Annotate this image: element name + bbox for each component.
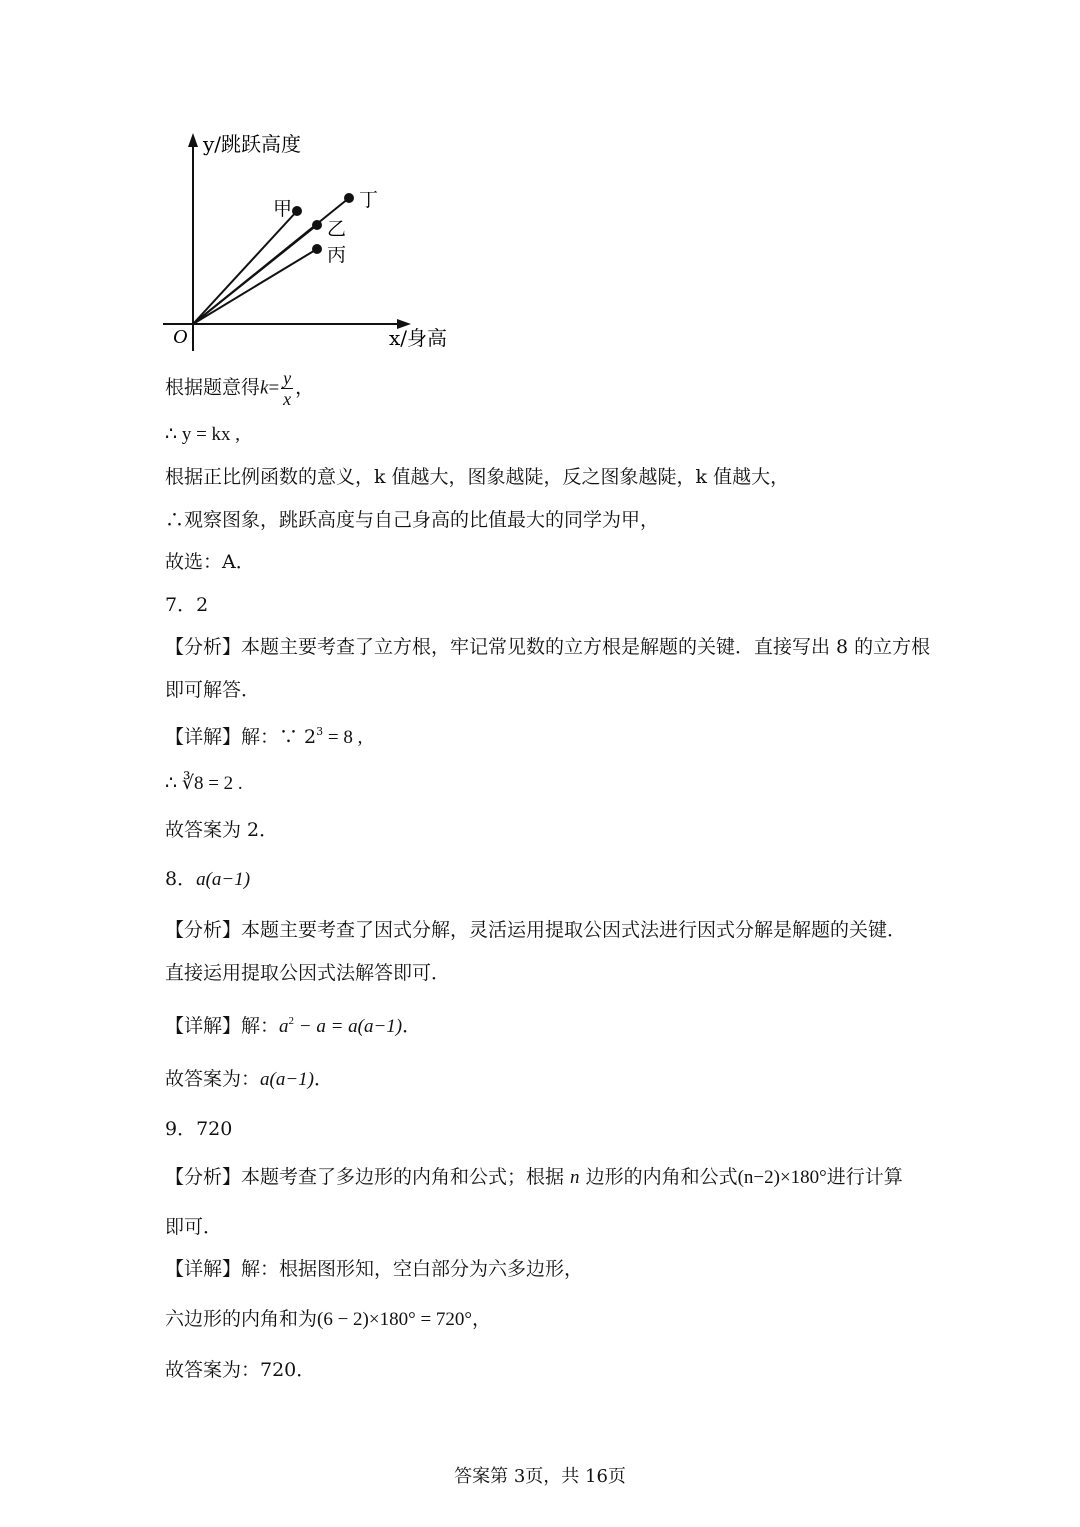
point-label-ding: 丁	[359, 189, 379, 211]
q9-analysis-2: 即可．	[165, 1216, 223, 1238]
text: ，	[472, 1308, 492, 1330]
text: 【分析】本题考查了多边形的内角和公式；根据	[165, 1166, 571, 1188]
text: 【详解】解：	[165, 1015, 280, 1037]
text: = 8 ,	[323, 727, 363, 748]
math-k: k	[260, 377, 269, 399]
math-n: n	[570, 1167, 580, 1188]
q8-analysis-2: 直接运用提取公因式法解答即可．	[165, 962, 451, 984]
q6-line-5: 故选：A．	[165, 551, 255, 573]
math-formula: (n−2)×180°	[737, 1167, 827, 1188]
q7-heading: 7．2	[165, 594, 209, 616]
question-number: 8．	[165, 868, 197, 890]
q9-calc	[165, 1306, 491, 1333]
proportional-function-graph	[155, 125, 475, 355]
text: 进行计算	[826, 1166, 903, 1188]
line-ding	[193, 198, 349, 324]
point-ding	[344, 193, 354, 203]
text: ，	[295, 376, 315, 399]
line-jia	[193, 211, 297, 324]
frac-numerator: y	[283, 368, 292, 388]
point-bing	[312, 244, 322, 254]
x-axis-label: x/身高	[389, 326, 448, 350]
fraction-y-over-x	[281, 368, 293, 409]
text: 【详解】解：∵ 2	[165, 726, 317, 748]
text: 根据题意得	[165, 376, 261, 399]
math-expr: a(a−1)	[196, 869, 251, 890]
q7-analysis-1: 【分析】本题主要考查了立方根，牢记常见数的立方根是解题的关键．直接写出 8 的立方根	[165, 636, 931, 658]
y-axis-arrow	[188, 133, 198, 147]
line-bing	[193, 249, 317, 324]
origin-label: O	[173, 326, 188, 348]
q9-answer: 故答案为：720．	[165, 1359, 316, 1381]
math-eq: =	[268, 377, 280, 399]
superscript: 3	[316, 725, 324, 738]
y-axis-label: y/跳跃高度	[203, 132, 302, 156]
q9-heading: 9．720	[165, 1118, 233, 1140]
text: ．	[314, 1068, 334, 1090]
math-expr: − a = a(a−1)	[294, 1016, 403, 1037]
point-yi	[312, 220, 322, 230]
math-a: a	[279, 1016, 289, 1037]
q8-detail	[165, 1008, 421, 1040]
q7-detail	[165, 719, 362, 751]
page-footer: 答案第 3页，共 16页	[454, 1466, 626, 1487]
superscript: 2	[288, 1015, 295, 1027]
text: ．	[402, 1015, 422, 1037]
frac-denominator: x	[283, 389, 292, 409]
text: 边形的内角和公式	[579, 1166, 738, 1188]
math-expr: a(a−1)	[260, 1069, 314, 1090]
math-expr: (6 − 2)×180° = 720°	[317, 1309, 473, 1330]
q6-line-4: ∴观察图象，跳跃高度与自己身高的比值最大的同学为甲，	[165, 509, 660, 531]
text: 故答案为：	[165, 1068, 261, 1090]
point-label-jia: 甲	[273, 198, 293, 220]
q6-line-3: 根据正比例函数的意义，k 值越大，图象越陡，反之图象越陡，k 值越大，	[165, 466, 790, 488]
q9-analysis-1	[165, 1164, 903, 1191]
point-jia	[292, 206, 302, 216]
point-label-yi: 乙	[327, 218, 347, 240]
q7-root-line: ∴ ∛8 = 2 .	[165, 773, 243, 794]
q8-answer	[165, 1066, 333, 1093]
q8-analysis-1: 【分析】本题主要考查了因式分解，灵活运用提取公因式法进行因式分解是解题的关键．	[165, 919, 907, 941]
text: 六边形的内角和为	[165, 1308, 318, 1330]
q7-analysis-2: 即可解答．	[165, 679, 261, 701]
q9-detail: 【详解】解：根据图形知，空白部分为六多边形，	[165, 1258, 584, 1280]
q6-line-k-def	[165, 368, 314, 409]
q7-answer: 故答案为 2．	[165, 819, 279, 841]
point-label-bing: 丙	[327, 244, 347, 266]
q8-heading	[165, 866, 250, 893]
q6-line-2: ∴ y = kx ,	[165, 424, 241, 445]
